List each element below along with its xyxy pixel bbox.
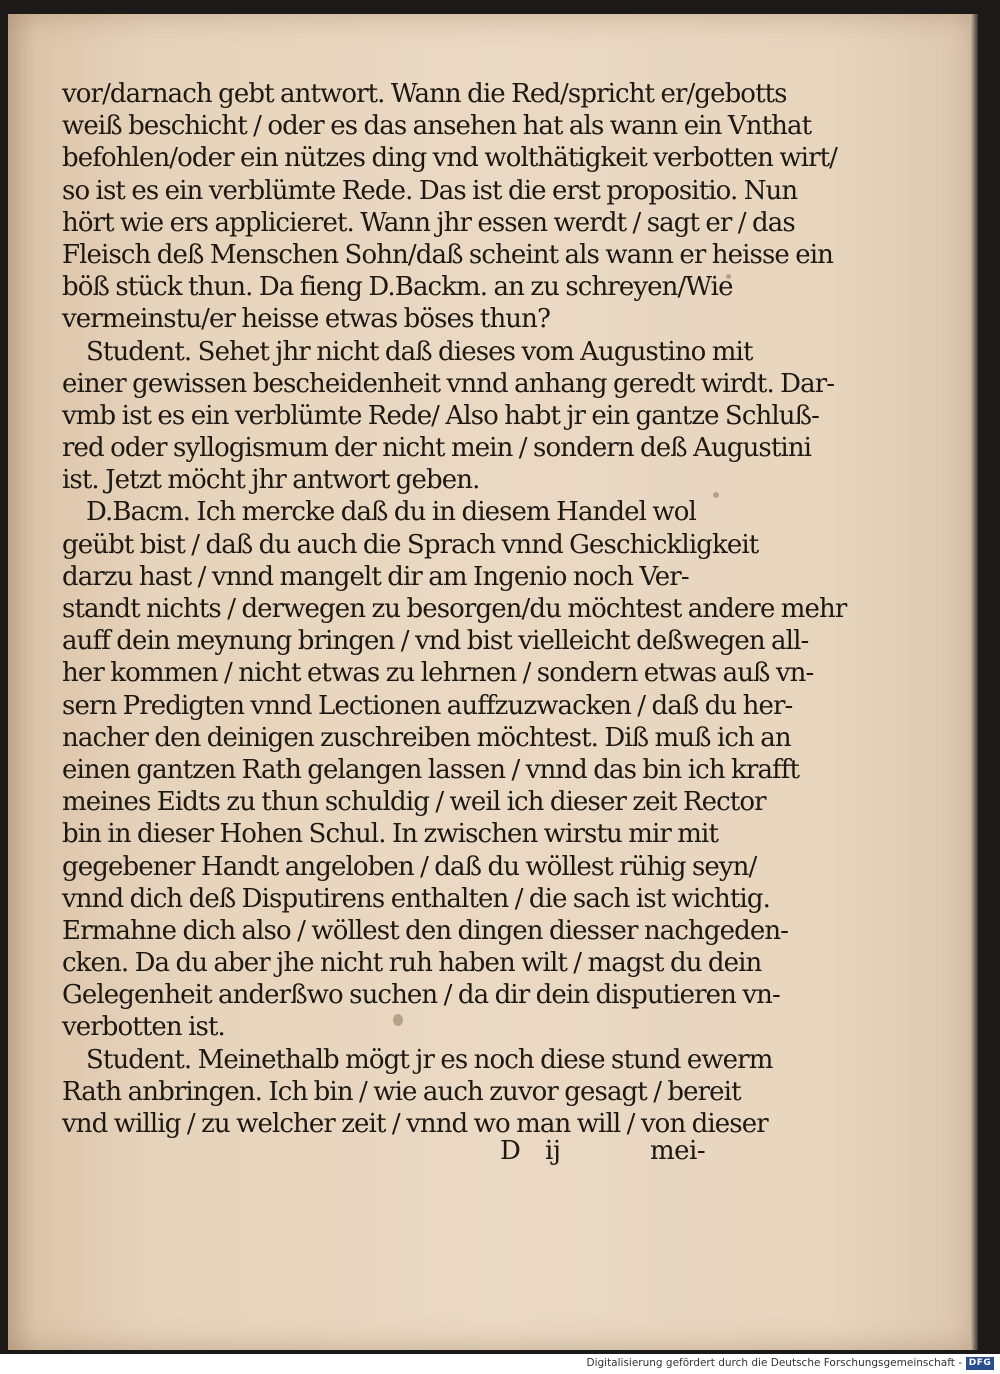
text-line: auff dein meynung bringen / vnd bist vielleicht deßwegen all- [62, 626, 809, 657]
catchword: mei- [650, 1136, 706, 1166]
text-line: befohlen/oder ein nützes ding vnd wolthätigkeit verbotten wirt/ [62, 143, 838, 174]
text-line: bin in dieser Hohen Schul. In zwischen wirstu mir mit [62, 819, 719, 850]
text-line: Student. Meinethalb mögt jr es noch diese stund ewerm [86, 1044, 773, 1075]
footer-bar [0, 1354, 1000, 1374]
text-line: darzu hast / vnnd mangelt dir am Ingenio noch Ver- [62, 561, 689, 592]
text-line: so ist es ein verblümte Rede. Das ist die erst propositio. Nun [62, 175, 798, 206]
text-line: ist. Jetzt möcht jhr antwort geben. [62, 465, 480, 496]
text-line: meines Eidts zu thun schuldig / weil ich dieser zeit Rector [62, 787, 766, 818]
text-line: vmb ist es ein verblümte Rede/ Also habt jr ein gantze Schluß- [62, 400, 819, 431]
signature-number: ij [545, 1136, 561, 1166]
text-line: nacher den deinigen zuschreiben möchtest. Diß muß ich an [62, 722, 791, 753]
ink-stain [713, 492, 719, 498]
text-line: standt nichts / derwegen zu besorgen/du möchtest andere mehr [62, 594, 847, 624]
text-line: Fleisch deß Menschen Sohn/daß scheint als wann er heisse ein [62, 239, 833, 270]
funding-notice: Digitalisierung gefördert durch die Deutsche Forschungsgemeinschaft - [586, 1357, 962, 1369]
text-line: einen gantzen Rath gelangen lassen / vnnd das bin ich krafft [62, 754, 800, 785]
page-edge-shadow [970, 14, 978, 1350]
text-line: vnnd dich deß Disputirens enthalten / die sach ist wichtig. [62, 883, 770, 914]
text-line: gegebener Handt angeloben / daß du wöllest rühig seyn/ [62, 851, 757, 882]
text-line: böß stück thun. Da fieng D.Backm. an zu schreyen/Wie [62, 272, 733, 303]
text-line: verbotten ist. [62, 1012, 225, 1043]
text-line: Rath anbringen. Ich bin / wie auch zuvor gesagt / bereit [62, 1076, 741, 1107]
text-line: Student. Sehet jhr nicht daß dieses vom Augustino mit [86, 336, 753, 367]
text-line: vermeinstu/er heisse etwas böses thun? [62, 304, 551, 335]
text-line: vor/darnach gebt antwort. Wann die Red/spricht er/gebotts [62, 79, 787, 109]
text-line: sern Predigten vnnd Lectionen auffzuzwacken / daß du her- [62, 690, 793, 721]
text-line: vnd willig / zu welcher zeit / vnnd wo man will / von dieser [62, 1109, 768, 1139]
text-line: Ermahne dich also / wöllest den dingen diesser nachgeden- [62, 915, 789, 946]
dfg-logo: DFG [966, 1357, 994, 1370]
text-line: cken. Da du aber jhe nicht ruh haben wilt / magst du dein [62, 948, 762, 979]
signature-mark: D [500, 1136, 521, 1166]
text-line: D.Bacm. Ich mercke daß du in diesem Handel wol [86, 497, 696, 528]
text-line: Gelegenheit anderßwo suchen / da dir dein disputieren vn- [62, 980, 780, 1011]
page-text [62, 78, 847, 1140]
text-line: einer gewissen bescheidenheit vnnd anhang geredt wirdt. Dar- [62, 368, 835, 399]
text-line: geübt bist / daß du auch die Sprach vnnd Geschickligkeit [62, 529, 759, 560]
text-line: weiß beschicht / oder es das ansehen hat als wann ein Vnthat [62, 111, 812, 142]
text-line: hört wie ers applicieret. Wann jhr essen werdt / sagt er / das [62, 207, 795, 238]
text-line: red oder syllogismum der nicht mein / sondern deß Augustini [62, 433, 812, 464]
text-line: her kommen / nicht etwas zu lehrnen / sondern etwas auß vn- [62, 658, 814, 689]
